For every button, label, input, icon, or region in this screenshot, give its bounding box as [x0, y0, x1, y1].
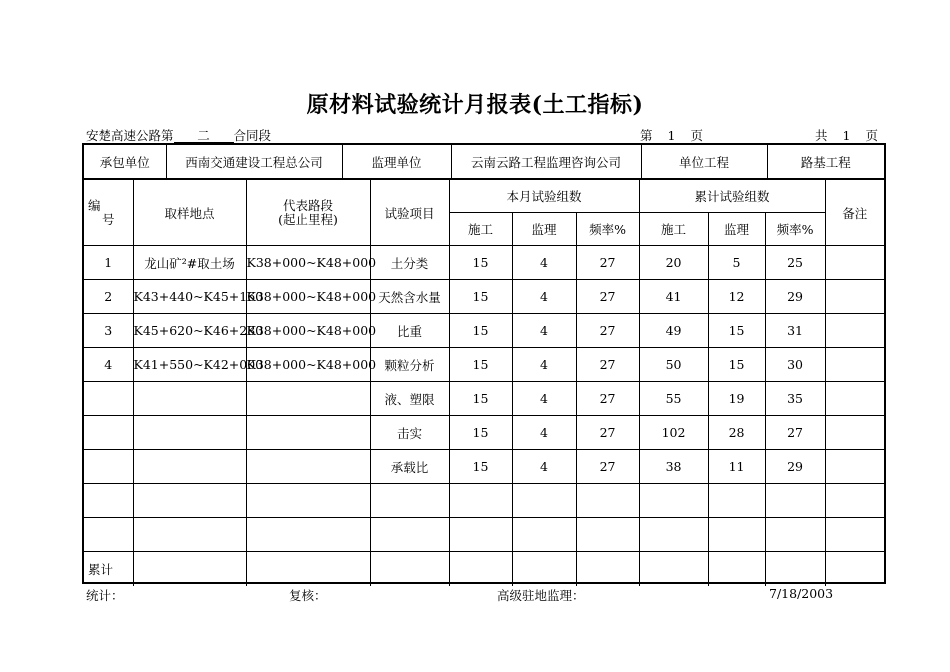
page-prefix: 第 — [640, 128, 653, 143]
cell-section — [246, 382, 370, 416]
cell-remarks — [825, 280, 884, 314]
cell-no: 4 — [84, 348, 133, 382]
col-no-line2: 号 — [102, 211, 115, 227]
month-supervision-header: 监理 — [512, 213, 576, 246]
cell-m-sup — [512, 518, 576, 552]
page-unit: 页 — [690, 128, 703, 143]
info-table — [84, 145, 884, 179]
footer-date: 7/18/2003 — [769, 586, 834, 601]
contractor-label: 承包单位 — [84, 145, 166, 179]
cell-c-sup: 15 — [708, 348, 765, 382]
month-construction-header: 施工 — [449, 213, 512, 246]
cell-no — [84, 382, 133, 416]
cell-remarks — [825, 552, 884, 586]
month-group-header: 本月试验组数 — [449, 180, 639, 213]
cell-remarks — [825, 246, 884, 280]
month-frequency-header: 频率% — [576, 213, 639, 246]
table-row — [84, 552, 884, 586]
cell-c-freq: 31 — [765, 314, 825, 348]
cell-m-freq: 27 — [576, 416, 639, 450]
cum-frequency-header: 频率% — [765, 213, 825, 246]
cell-m-freq: 27 — [576, 314, 639, 348]
cell-c-sup: 15 — [708, 314, 765, 348]
cell-section — [246, 552, 370, 586]
col-item-header: 试验项目 — [370, 180, 449, 246]
cell-c-freq — [765, 518, 825, 552]
cell-item: 颗粒分析 — [370, 348, 449, 382]
total-unit: 页 — [865, 128, 878, 143]
cell-m-con: 15 — [449, 382, 512, 416]
cell-no: 1 — [84, 246, 133, 280]
footer-review: 复核： — [289, 588, 327, 603]
cell-m-freq: 27 — [576, 280, 639, 314]
cell-location: K43+440~K45+160 — [133, 280, 246, 314]
unit-project-value: 路基工程 — [767, 145, 884, 179]
cell-location: 龙山矿²#取土场 — [133, 246, 246, 280]
road-suffix: 合同段 — [233, 128, 272, 143]
unit-project-label: 单位工程 — [641, 145, 767, 179]
page-number: 1 — [667, 128, 676, 143]
cell-c-freq: 25 — [765, 246, 825, 280]
col-location-header: 取样地点 — [133, 180, 246, 246]
contract-line — [86, 126, 271, 144]
cell-c-sup — [708, 552, 765, 586]
cum-construction-header: 施工 — [639, 213, 708, 246]
cell-m-freq: 27 — [576, 348, 639, 382]
report-title: 原材料试验统计月报表(土工指标) — [306, 92, 644, 118]
cell-m-con: 15 — [449, 348, 512, 382]
data-table — [84, 179, 884, 586]
table-row — [84, 450, 884, 484]
cell-c-con: 102 — [639, 416, 708, 450]
cell-m-con: 15 — [449, 450, 512, 484]
cell-m-freq: 27 — [576, 382, 639, 416]
table-row — [84, 246, 884, 280]
cell-item — [370, 518, 449, 552]
cell-c-freq: 35 — [765, 382, 825, 416]
report-sheet — [82, 143, 886, 584]
cell-section: K38+000~K48+000 — [246, 348, 370, 382]
cell-m-sup: 4 — [512, 382, 576, 416]
table-row — [84, 382, 884, 416]
cell-no — [84, 518, 133, 552]
table-row — [84, 314, 884, 348]
cell-remarks — [825, 416, 884, 450]
cell-item: 液、塑限 — [370, 382, 449, 416]
cell-m-sup: 4 — [512, 246, 576, 280]
cell-m-sup: 4 — [512, 348, 576, 382]
cell-location — [133, 484, 246, 518]
cumulative-group-header: 累计试验组数 — [639, 180, 825, 213]
cell-no: 累计 — [84, 552, 133, 586]
cell-c-con — [639, 552, 708, 586]
cell-m-sup — [512, 484, 576, 518]
table-row — [84, 280, 884, 314]
cell-m-freq: 27 — [576, 450, 639, 484]
cell-m-freq: 27 — [576, 246, 639, 280]
cell-no: 3 — [84, 314, 133, 348]
page-indicator — [640, 126, 703, 144]
cell-section — [246, 450, 370, 484]
cell-section: K38+000~K48+000 — [246, 246, 370, 280]
cell-item: 承载比 — [370, 450, 449, 484]
cell-remarks — [825, 484, 884, 518]
cell-c-con: 55 — [639, 382, 708, 416]
cell-location — [133, 552, 246, 586]
cell-remarks — [825, 382, 884, 416]
col-no-line1: 编 — [88, 197, 101, 213]
supervisor-label: 监理单位 — [342, 145, 451, 179]
col-section-line2: (起止里程) — [278, 211, 338, 227]
cell-m-con — [449, 518, 512, 552]
cell-c-sup: 11 — [708, 450, 765, 484]
cell-m-sup: 4 — [512, 280, 576, 314]
table-row — [84, 484, 884, 518]
cell-c-freq — [765, 484, 825, 518]
cell-location — [133, 450, 246, 484]
cell-c-con — [639, 484, 708, 518]
cell-c-freq — [765, 552, 825, 586]
contract-number: 二 — [174, 129, 234, 143]
cell-c-freq: 29 — [765, 450, 825, 484]
cell-item: 击实 — [370, 416, 449, 450]
cell-c-freq: 27 — [765, 416, 825, 450]
cell-section: K38+000~K48+000 — [246, 314, 370, 348]
cell-section — [246, 518, 370, 552]
cell-item — [370, 552, 449, 586]
cell-m-freq — [576, 552, 639, 586]
cell-item: 土分类 — [370, 246, 449, 280]
total-prefix: 共 — [815, 128, 828, 143]
cell-no — [84, 450, 133, 484]
contractor-value: 西南交通建设工程总公司 — [166, 145, 342, 179]
cell-c-con: 20 — [639, 246, 708, 280]
table-row — [84, 416, 884, 450]
cell-c-sup — [708, 518, 765, 552]
cell-m-con: 15 — [449, 280, 512, 314]
cell-location: K45+620~K46+280 — [133, 314, 246, 348]
cell-c-con: 49 — [639, 314, 708, 348]
col-remarks-header: 备注 — [825, 180, 884, 246]
footer-stats: 统计： — [86, 588, 124, 603]
total-pages — [815, 126, 878, 144]
table-row — [84, 348, 884, 382]
col-section-header — [246, 180, 370, 246]
table-row — [84, 518, 884, 552]
cell-section: K38+000~K48+000 — [246, 280, 370, 314]
cell-c-sup: 5 — [708, 246, 765, 280]
cell-item: 比重 — [370, 314, 449, 348]
cell-no: 2 — [84, 280, 133, 314]
cell-remarks — [825, 450, 884, 484]
cell-item: 天然含水量 — [370, 280, 449, 314]
road-prefix: 安楚高速公路第 — [86, 128, 174, 143]
cell-c-freq: 30 — [765, 348, 825, 382]
cell-c-con: 38 — [639, 450, 708, 484]
cell-item — [370, 484, 449, 518]
cell-m-freq — [576, 518, 639, 552]
cell-m-con: 15 — [449, 246, 512, 280]
table-body — [84, 246, 884, 586]
cum-supervision-header: 监理 — [708, 213, 765, 246]
cell-c-con: 41 — [639, 280, 708, 314]
cell-remarks — [825, 518, 884, 552]
cell-m-sup — [512, 552, 576, 586]
cell-c-sup: 12 — [708, 280, 765, 314]
cell-m-sup: 4 — [512, 416, 576, 450]
supervisor-value: 云南云路工程监理咨询公司 — [451, 145, 641, 179]
cell-location: K41+550~K42+000 — [133, 348, 246, 382]
cell-m-freq — [576, 484, 639, 518]
cell-remarks — [825, 314, 884, 348]
col-no-header — [84, 180, 133, 246]
cell-location — [133, 518, 246, 552]
cell-location — [133, 416, 246, 450]
cell-section — [246, 416, 370, 450]
col-section-line1: 代表路段 — [282, 197, 333, 213]
cell-c-con: 50 — [639, 348, 708, 382]
cell-remarks — [825, 348, 884, 382]
cell-location — [133, 382, 246, 416]
cell-c-freq: 29 — [765, 280, 825, 314]
cell-m-con: 15 — [449, 314, 512, 348]
cell-c-sup — [708, 484, 765, 518]
cell-section — [246, 484, 370, 518]
cell-c-con — [639, 518, 708, 552]
cell-c-sup: 19 — [708, 382, 765, 416]
cell-m-con — [449, 552, 512, 586]
footer-senior-supervisor: 高级驻地监理： — [497, 588, 585, 603]
cell-m-con: 15 — [449, 416, 512, 450]
cell-m-sup: 4 — [512, 450, 576, 484]
cell-m-con — [449, 484, 512, 518]
total-number: 1 — [842, 128, 851, 143]
cell-m-sup: 4 — [512, 314, 576, 348]
cell-c-sup: 28 — [708, 416, 765, 450]
cell-no — [84, 484, 133, 518]
cell-no — [84, 416, 133, 450]
